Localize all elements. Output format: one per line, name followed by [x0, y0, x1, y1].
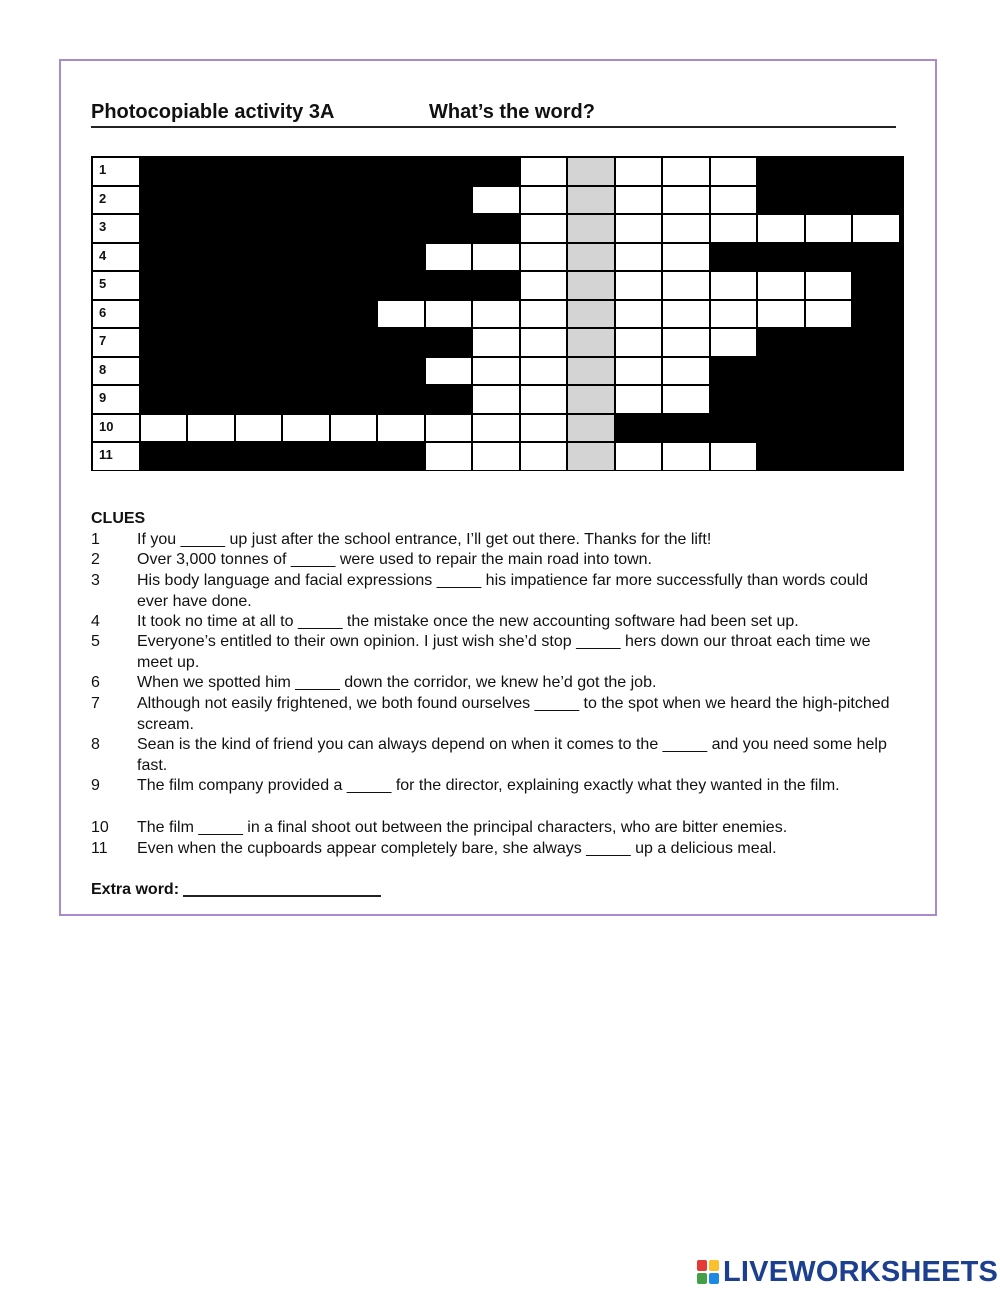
crossword-cell[interactable] [520, 243, 568, 272]
crossword-cell[interactable] [140, 414, 188, 443]
clue-number: 6 [91, 674, 100, 691]
crossword-cell[interactable] [472, 186, 520, 215]
crossword-cell[interactable] [472, 243, 520, 272]
crossword-cell[interactable] [472, 414, 520, 443]
clue-number: 4 [91, 613, 100, 630]
clue-number: 11 [91, 840, 108, 857]
row-number-1: 1 [92, 157, 140, 186]
crossword-key-cell[interactable] [567, 271, 615, 300]
crossword-cell[interactable] [805, 300, 853, 329]
clue-text: Although not easily frightened, we both found ourselves _____ to the spot when we heard the high-pitched scream. [137, 695, 890, 733]
crossword-cell[interactable] [805, 214, 853, 243]
crossword-cell[interactable] [710, 271, 758, 300]
crossword-cell[interactable] [710, 328, 758, 357]
crossword-cell[interactable] [425, 442, 473, 471]
brand-logo [697, 1257, 998, 1287]
crossword-cell[interactable] [282, 414, 330, 443]
brand-name: LIVEWORKSHEETS [723, 1255, 999, 1288]
crossword-cell[interactable] [615, 328, 663, 357]
crossword-key-cell[interactable] [567, 186, 615, 215]
crossword-cell[interactable] [235, 414, 283, 443]
crossword-cell[interactable] [520, 414, 568, 443]
clue-text: Sean is the kind of friend you can always depend on when it comes to the _____ and you need some help fast. [137, 736, 887, 774]
crossword-cell[interactable] [187, 414, 235, 443]
activity-label: Photocopiable activity 3A [91, 101, 335, 123]
crossword-cell[interactable] [520, 328, 568, 357]
crossword-cell[interactable] [710, 442, 758, 471]
crossword-cell[interactable] [425, 300, 473, 329]
crossword-key-cell[interactable] [567, 214, 615, 243]
crossword-cell[interactable] [662, 300, 710, 329]
crossword-key-cell[interactable] [567, 414, 615, 443]
row-number-9: 9 [92, 385, 140, 414]
crossword-cell[interactable] [472, 385, 520, 414]
crossword-cell[interactable] [520, 157, 568, 186]
clue-text: The film company provided a _____ for the director, explaining exactly what they wanted in the film. [137, 777, 840, 794]
logo-tile [697, 1273, 707, 1284]
clue-number: 9 [91, 777, 100, 794]
crossword-cell[interactable] [710, 186, 758, 215]
clue-text: Over 3,000 tonnes of _____ were used to repair the main road into town. [137, 551, 652, 568]
crossword-cell[interactable] [472, 442, 520, 471]
logo-tile [709, 1260, 719, 1271]
clue-number: 8 [91, 736, 100, 753]
crossword-cell[interactable] [757, 271, 805, 300]
row-number-2: 2 [92, 186, 140, 215]
crossword-cell[interactable] [615, 271, 663, 300]
clue-number: 1 [91, 531, 100, 548]
row-number-10: 10 [92, 414, 140, 443]
crossword-cell[interactable] [615, 300, 663, 329]
liveworksheets-logo-icon [697, 1260, 719, 1284]
crossword-key-cell[interactable] [567, 442, 615, 471]
clue-number: 2 [91, 551, 100, 568]
row-number-8: 8 [92, 357, 140, 386]
crossword-cell[interactable] [520, 442, 568, 471]
logo-tile [709, 1273, 719, 1284]
crossword-cell[interactable] [615, 157, 663, 186]
crossword-cell[interactable] [330, 414, 378, 443]
worksheet-header [91, 101, 896, 128]
crossword-cell[interactable] [662, 385, 710, 414]
clue-text: When we spotted him _____ down the corridor, we knew he’d got the job. [137, 674, 657, 691]
clue-text: If you _____ up just after the school entrance, I’ll get out there. Thanks for the lift! [137, 531, 712, 548]
crossword-cell[interactable] [662, 442, 710, 471]
crossword-cell[interactable] [520, 271, 568, 300]
crossword-cell[interactable] [662, 357, 710, 386]
crossword-cell[interactable] [757, 214, 805, 243]
crossword-cell[interactable] [805, 271, 853, 300]
clue-number: 3 [91, 572, 100, 589]
row-number-11: 11 [92, 442, 140, 471]
clues-heading: CLUES [91, 510, 146, 527]
crossword-cell[interactable] [520, 214, 568, 243]
clue-text: His body language and facial expressions _____ his impatience far more successfully than words could ever have done. [137, 572, 869, 610]
extra-word-label: Extra word: [91, 881, 180, 898]
crossword-cell[interactable] [520, 186, 568, 215]
crossword-key-cell[interactable] [567, 385, 615, 414]
crossword-cell[interactable] [377, 300, 425, 329]
crossword-cell[interactable] [710, 157, 758, 186]
crossword-grid [91, 156, 904, 471]
clue-number: 7 [91, 695, 100, 712]
crossword-key-cell[interactable] [567, 357, 615, 386]
crossword-cell[interactable] [662, 243, 710, 272]
crossword-cell[interactable] [662, 186, 710, 215]
clue-text: The film _____ in a final shoot out between the principal characters, who are bitter enemies. [137, 819, 788, 836]
extra-word-answer-line[interactable] [183, 895, 381, 897]
crossword-key-cell[interactable] [567, 300, 615, 329]
crossword-cell[interactable] [520, 300, 568, 329]
crossword-cell[interactable] [615, 442, 663, 471]
row-number-3: 3 [92, 214, 140, 243]
crossword-cell[interactable] [662, 271, 710, 300]
crossword-cell[interactable] [615, 186, 663, 215]
crossword-cell[interactable] [662, 328, 710, 357]
crossword-cell[interactable] [520, 357, 568, 386]
crossword-cell[interactable] [472, 328, 520, 357]
crossword-cell[interactable] [710, 214, 758, 243]
crossword-cell[interactable] [615, 385, 663, 414]
clue-number: 10 [91, 819, 109, 836]
crossword-cell[interactable] [472, 300, 520, 329]
crossword-cell[interactable] [615, 357, 663, 386]
crossword-key-cell[interactable] [567, 157, 615, 186]
clue-text: It took no time at all to _____ the mistake once the new accounting software had been set up. [137, 613, 799, 630]
crossword-cell[interactable] [615, 243, 663, 272]
crossword-key-cell[interactable] [567, 243, 615, 272]
crossword-cell[interactable] [425, 414, 473, 443]
crossword-cell[interactable] [662, 157, 710, 186]
logo-tile [697, 1260, 707, 1271]
clue-text: Everyone’s entitled to their own opinion. I just wish she’d stop _____ hers down our throat each time we meet up. [137, 633, 871, 671]
worksheet-title: What’s the word? [429, 101, 595, 123]
clue-text: Even when the cupboards appear completely bare, she always _____ up a delicious meal. [137, 840, 777, 857]
crossword-cell[interactable] [615, 214, 663, 243]
crossword-cell[interactable] [377, 414, 425, 443]
crossword-cell[interactable] [757, 300, 805, 329]
crossword-cell[interactable] [710, 300, 758, 329]
row-number-6: 6 [92, 300, 140, 329]
crossword-cell[interactable] [472, 357, 520, 386]
crossword-cell[interactable] [425, 243, 473, 272]
row-number-4: 4 [92, 243, 140, 272]
extra-word [91, 881, 381, 899]
row-number-7: 7 [92, 328, 140, 357]
crossword-cell[interactable] [852, 214, 900, 243]
crossword-cell[interactable] [662, 214, 710, 243]
crossword-cell[interactable] [520, 385, 568, 414]
crossword-cell[interactable] [425, 357, 473, 386]
crossword-key-cell[interactable] [567, 328, 615, 357]
row-number-5: 5 [92, 271, 140, 300]
clue-number: 5 [91, 633, 100, 650]
